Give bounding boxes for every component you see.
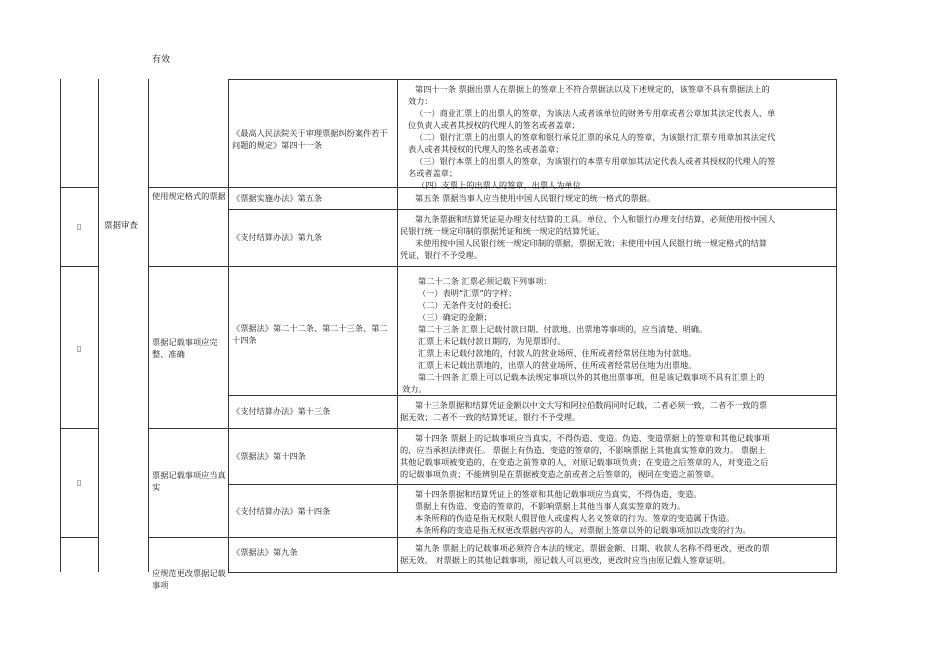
table-border-right bbox=[836, 79, 837, 572]
provision-line: （二）银行汇票上的出票人的签章和银行承兑汇票的承兑人的签章，为该银行汇票专用章加其法定代 bbox=[415, 132, 776, 142]
column-divider bbox=[397, 79, 398, 572]
provision-line: （三）确定的金额； bbox=[418, 312, 492, 322]
provision-line: 其他记载事项被变造的，在变造之前签章的人，对原记载事项负责；在变造之后签章的人，对变造之后 bbox=[400, 457, 769, 467]
provision-line: 民银行统一规定印制的票据凭证和统一规定的结算凭证。 bbox=[400, 226, 605, 236]
row-divider bbox=[228, 484, 837, 485]
provision-line: 第十三条票据和结算凭证金额以中文大写和阿拉伯数码同时记载，二者必须一致，二者不一致的票 bbox=[415, 400, 768, 410]
item-label: 票据记载事项应当真实 bbox=[152, 470, 226, 492]
provision-line: 第五条 票据当事人应当使用中国人民银行规定的统一格式的票据。 bbox=[415, 193, 656, 203]
provision-text bbox=[400, 432, 770, 480]
provision-line: 第九条 票据上的记载事项必须符合本法的规定。票据金额、日期、收款人名称不得更改，更改的票 bbox=[415, 543, 770, 553]
law-citation: 《最高人民法院关于审理票据纠纷案件若干问题的规定》第四十一条 bbox=[232, 128, 388, 150]
provision-line: 第二十三条 汇票上记载付款日期、付款地、出票地等事项的，应当清楚、明确。 bbox=[418, 324, 708, 334]
law-citation: 《支付结算办法》第九条 bbox=[232, 232, 323, 242]
provision-line: 凭证，银行不予受理。 bbox=[400, 250, 482, 260]
provision-text bbox=[408, 192, 655, 204]
provision-text bbox=[400, 542, 770, 566]
row-divider bbox=[228, 572, 837, 573]
row-divider bbox=[228, 209, 837, 210]
provision-line: （四）支票上的出票人的签章，出票人为单位 bbox=[417, 180, 581, 190]
provision-line: 效力。 bbox=[402, 384, 427, 394]
column-divider bbox=[98, 79, 99, 572]
provision-line: 本条所称的伪造是指无权限人假冒他人或虚构人名义签章的行为。签章的变造属于伪造。 bbox=[415, 513, 735, 523]
row-marker-icon: ▯ bbox=[77, 478, 82, 487]
provision-text bbox=[400, 399, 767, 423]
provision-line: （二）无条件支付的委托； bbox=[418, 300, 517, 310]
provision-line: 的记载事项负责；不能辨别是在票据被变造之前或者之后签章的，视同在变造之前签章。 bbox=[400, 469, 720, 479]
item-label: 使用规定格式的票据 bbox=[152, 191, 226, 201]
table-border-left bbox=[60, 79, 61, 572]
law-citation: 《支付结算办法》第十三条 bbox=[232, 406, 331, 416]
provision-line: （一）商业汇票上的出票人的签章，为该法人或者该单位的财务专用章或者公章加其法定代表人、单 bbox=[415, 108, 776, 118]
item-label: 应规范更改票据记载事项 bbox=[152, 568, 226, 590]
row-divider bbox=[60, 537, 98, 538]
provision-line: 第四十一条 票据出票人在票据上的签章上不符合票据法以及下述规定的，该签章不具有票据法上的 bbox=[415, 84, 770, 94]
provision-line: 汇票上未记载出票地的，出票人的营业场所、住所或者经常居住地为出票地。 bbox=[418, 360, 697, 370]
row-marker-icon: ▯ bbox=[77, 344, 82, 353]
provision-line: 名或者盖章； bbox=[408, 168, 458, 178]
provision-line: 票据上有伪造、变造的签章的，不影响票据上其他当事人真实签章的效力。 bbox=[415, 501, 686, 511]
provision-line: 第二十四条 汇票上可以记载本法规定事项以外的其他出票事项，但是该记载事项不具有汇票上的 bbox=[418, 372, 765, 382]
provision-line: 表人或者其授权的代理人的签名或者盖章； bbox=[408, 144, 564, 154]
provision-line: 据无效；二者不一致的结算凭证，银行不予受理。 bbox=[400, 412, 581, 422]
provision-line: 汇票上未记载付款地的，付款人的营业场所、住所或者经常居住地为付款地。 bbox=[418, 348, 697, 358]
category-label: 票据审查 bbox=[104, 221, 139, 231]
row-divider bbox=[60, 187, 98, 188]
column-divider bbox=[148, 79, 149, 572]
provision-line: （一）表明“汇票”的字样； bbox=[418, 288, 517, 298]
provision-line: 本条所称的变造是指无权更改票据内容的人，对票据上签章以外的记载事项加以改变的行为。 bbox=[415, 525, 751, 535]
provision-line: 汇票上未记载付款日期的，为见票即付。 bbox=[418, 336, 566, 346]
row-divider bbox=[148, 537, 837, 538]
row-divider bbox=[148, 428, 837, 429]
row-divider bbox=[60, 266, 98, 267]
provision-line: 未使用按中国人民银行统一规定印制的票据，票据无效；未使用中国人民银行统一规定格式的结算 bbox=[415, 238, 768, 248]
provision-line: 效力： bbox=[408, 96, 433, 106]
row-divider bbox=[60, 428, 98, 429]
law-citation: 《票据法》第十四条 bbox=[232, 451, 306, 461]
provision-line: 第二十二条 汇票必须记载下列事项： bbox=[418, 276, 552, 286]
provision-line: 第十四条 票据上的记载事项应当真实，不得伪造、变造。伪造、变造票据上的签章和其他记载事项 bbox=[415, 433, 770, 443]
law-citation: 《票据法》第九条 bbox=[232, 547, 298, 557]
provision-line: （三）银行本票上的出票人的签章，为该银行的本票专用章加其法定代表人或者其授权的代理人的签 bbox=[415, 156, 776, 166]
page-note: 有效 bbox=[152, 55, 171, 65]
provision-line: 第九条票据和结算凭证是办理支付结算的工具。单位、个人和银行办理支付结算，必须使用按中国人 bbox=[415, 214, 776, 224]
row-divider bbox=[148, 266, 837, 267]
provision-line: 据无效。 对票据上的其他记载事项，原记载人可以更改，更改时应当由原记载人签章证明。 bbox=[400, 555, 731, 565]
item-label: 票据记载事项应完整、准确 bbox=[152, 337, 218, 359]
provision-line: 第十四条票据和结算凭证上的签章和其他记载事项应当真实，不得伪造、变造。 bbox=[415, 489, 702, 499]
law-citation: 《支付结算办法》第十四条 bbox=[232, 506, 331, 516]
provision-line: 的，应当承担法律责任。 票据上有伪造、变造的签章的，不影响票据上其他真实签章的效力。 票据上 bbox=[400, 445, 766, 455]
row-marker-icon: ▯ bbox=[77, 222, 82, 231]
provision-text bbox=[408, 83, 775, 191]
provision-text bbox=[400, 213, 775, 261]
row-divider bbox=[228, 395, 837, 396]
law-citation: 《票据实施办法》第五条 bbox=[232, 193, 323, 203]
provision-text bbox=[400, 488, 751, 536]
provision-text bbox=[402, 275, 764, 395]
provision-line: 位负责人或者其授权的代理人的签名或者盖章； bbox=[408, 120, 580, 130]
law-citation: 《票据法》第二十二条、第二十三条、第二十四条 bbox=[232, 323, 388, 345]
row-divider bbox=[228, 79, 837, 80]
column-divider bbox=[228, 79, 229, 572]
